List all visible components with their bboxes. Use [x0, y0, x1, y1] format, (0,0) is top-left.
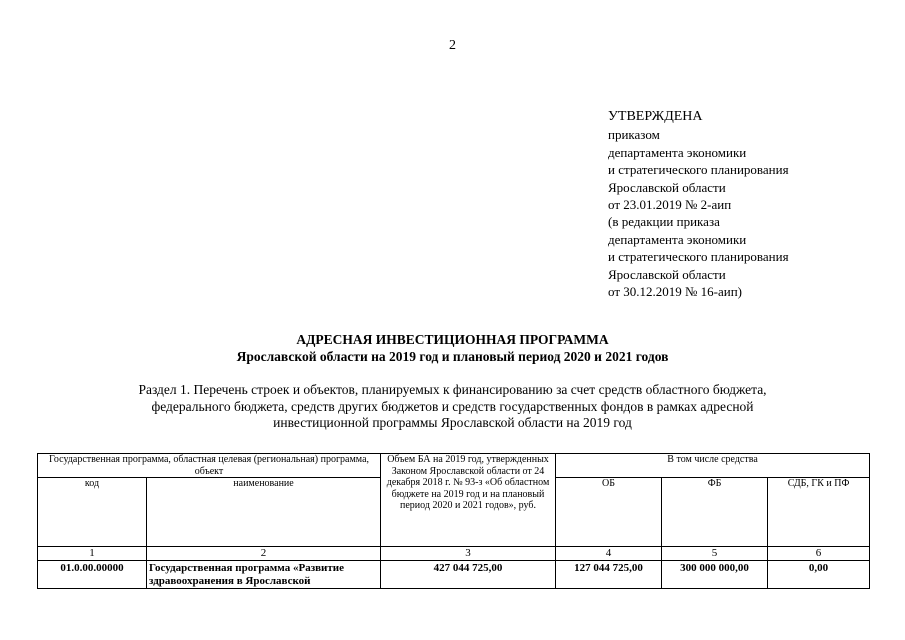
section-line-3: инвестиционной программы Ярославской области на 2019 год — [273, 415, 632, 430]
cell-other: 0,00 — [768, 561, 870, 589]
header-ob: ОБ — [556, 478, 662, 547]
approval-line: и стратегического планирования — [608, 162, 789, 178]
investment-table — [37, 453, 870, 589]
table-row — [38, 561, 870, 589]
column-number: 1 — [38, 547, 147, 561]
approval-line: Ярославской области — [608, 179, 726, 195]
section-line-1: Раздел 1. Перечень строек и объектов, планируемых к финансированию за счет средств областного бюджета, — [138, 382, 767, 397]
approval-line: Ярославской области — [608, 266, 726, 282]
header-including: В том числе средства — [556, 454, 870, 478]
approval-line: приказом — [608, 127, 660, 143]
column-number: 5 — [662, 547, 768, 561]
column-number: 2 — [147, 547, 381, 561]
cell-ob: 127 044 725,00 — [556, 561, 662, 589]
title-line-1: АДРЕСНАЯ ИНВЕСТИЦИОННАЯ ПРОГРАММА — [296, 332, 609, 347]
header-fb: ФБ — [662, 478, 768, 547]
table-header-row — [38, 454, 870, 478]
header-other: СДБ, ГК и ПФ — [768, 478, 870, 547]
approval-line: (в редакции приказа — [608, 214, 720, 230]
title-line-2: Ярославской области на 2019 год и плановый период 2020 и 2021 годов — [236, 349, 669, 364]
cell-volume: 427 044 725,00 — [381, 561, 556, 589]
approval-stamp — [608, 108, 789, 300]
column-number: 4 — [556, 547, 662, 561]
cell-code: 01.0.00.00000 — [38, 561, 147, 589]
page-number: 2 — [449, 38, 456, 53]
approval-line: от 23.01.2019 № 2-аип — [608, 197, 732, 213]
header-name: наименование — [147, 478, 381, 547]
header-code: код — [38, 478, 147, 547]
approval-line: и стратегического планирования — [608, 249, 789, 265]
header-program: Государственная программа, областная целевая (региональная) программа, объект — [38, 454, 381, 478]
column-number: 6 — [768, 547, 870, 561]
approval-line: департамента экономики — [608, 144, 747, 160]
cell-fb: 300 000 000,00 — [662, 561, 768, 589]
cell-name: Государственная программа «Развитие здравоохранения в Ярославской — [147, 561, 381, 589]
approval-heading: УТВЕРЖДЕНА — [608, 109, 703, 124]
column-number-row — [38, 547, 870, 561]
column-number: 3 — [381, 547, 556, 561]
section-line-2: федерального бюджета, средств других бюджетов и средств государственных фондов в рамках адресной — [151, 398, 754, 414]
document-title — [0, 331, 905, 365]
approval-line: департамента экономики — [608, 231, 747, 247]
section-heading — [0, 382, 905, 432]
header-volume: Объем БА на 2019 год, утвержденных Законом Ярославской области от 24 декабря 2018 г. № 93-з «Об областном бюджете на 2019 год и на плановый период 2020 и 2021 годов», руб. — [381, 454, 556, 547]
approval-line: от 30.12.2019 № 16-аип) — [608, 284, 743, 300]
